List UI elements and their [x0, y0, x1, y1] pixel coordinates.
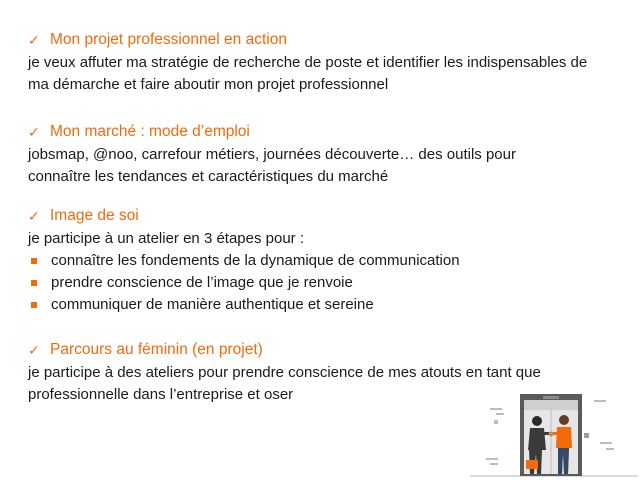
list-item [28, 272, 620, 294]
check-icon: ✓ [28, 208, 40, 224]
list-item [28, 294, 620, 316]
square-bullet-icon [31, 302, 37, 308]
section-text-line: je participe à un atelier en 3 étapes pour : [28, 230, 305, 247]
check-icon: ✓ [28, 342, 40, 358]
section-text-line: professionnelle dans l’entreprise et oser [28, 386, 294, 403]
section-text-line: connaître les tendances et caractéristiques du marché [28, 168, 389, 185]
section-heading [28, 30, 620, 50]
section-text-line: jobsmap, @noo, carrefour métiers, journées découverte… des outils pour [28, 146, 516, 163]
section-text-line: je veux affuter ma stratégie de recherche de poste et identifier les indispensables de [28, 54, 588, 71]
list-item-text: connaître les fondements de la dynamique de communication [51, 252, 460, 269]
section-image-de-soi [28, 206, 620, 316]
section-heading [28, 340, 620, 360]
section-text-line: je participe à des ateliers pour prendre conscience de mes atouts en tant que [28, 364, 541, 381]
square-bullet-icon [31, 280, 37, 286]
check-icon: ✓ [28, 124, 40, 140]
heading-text: Image de soi [50, 207, 139, 224]
section-text-line: ma démarche et faire aboutir mon projet professionnel [28, 76, 389, 93]
section-mon-marche [28, 122, 620, 188]
section-heading [28, 206, 620, 226]
section-projet-professionnel [28, 30, 620, 96]
check-icon: ✓ [28, 32, 40, 48]
list-item-text: prendre conscience de l’image que je renvoie [51, 274, 353, 291]
list-item [28, 250, 620, 272]
square-bullet-icon [31, 258, 37, 264]
heading-text: Mon marché : mode d’emploi [50, 123, 250, 140]
heading-text: Parcours au féminin (en projet) [50, 341, 263, 358]
section-heading [28, 122, 620, 142]
bullet-list [28, 250, 620, 316]
handshake-elevator-illustration [468, 388, 640, 480]
heading-text: Mon projet professionnel en action [50, 31, 287, 48]
list-item-text: communiquer de manière authentique et sereine [51, 296, 374, 313]
